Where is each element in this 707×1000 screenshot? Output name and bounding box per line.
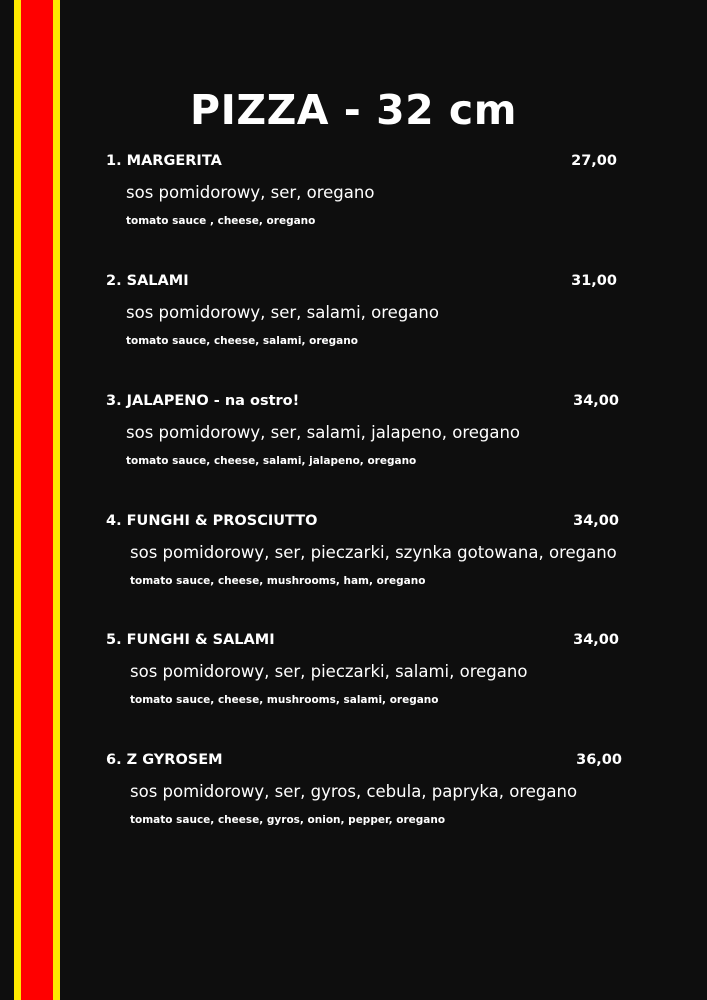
decorative-stripe-yellow-left: [14, 0, 21, 1000]
item-description-pl: sos pomidorowy, ser, pieczarki, szynka gotowana, oregano: [130, 543, 617, 562]
menu-item: [0, 751, 707, 841]
item-description-en: tomato sauce, cheese, gyros, onion, pepper, oregano: [130, 814, 446, 826]
menu-item: [0, 512, 707, 602]
decorative-stripe-red: [21, 0, 53, 1000]
decorative-stripe-yellow-right: [53, 0, 60, 1000]
item-description-pl: sos pomidorowy, ser, oregano: [126, 183, 375, 202]
item-price: 34,00: [573, 393, 619, 409]
item-name: 1. MARGERITA: [106, 153, 222, 169]
item-price: 34,00: [573, 632, 619, 648]
item-name: 2. SALAMI: [106, 273, 189, 289]
item-description-en: tomato sauce, cheese, salami, oregano: [126, 335, 358, 347]
menu-item: [0, 152, 707, 242]
item-description-pl: sos pomidorowy, ser, pieczarki, salami, oregano: [130, 662, 528, 681]
item-description-en: tomato sauce, cheese, mushrooms, ham, oregano: [130, 575, 426, 587]
item-price: 36,00: [576, 752, 622, 768]
item-price: 27,00: [571, 153, 617, 169]
menu-item: [0, 631, 707, 721]
item-name: 3. JALAPENO - na ostro!: [106, 393, 300, 409]
item-description-pl: sos pomidorowy, ser, salami, jalapeno, oregano: [126, 423, 521, 442]
item-description-en: tomato sauce, cheese, mushrooms, salami, oregano: [130, 694, 439, 706]
item-description-en: tomato sauce , cheese, oregano: [126, 215, 316, 227]
item-price: 31,00: [571, 273, 617, 289]
item-name: 6. Z GYROSEM: [106, 752, 223, 768]
item-description-pl: sos pomidorowy, ser, salami, oregano: [126, 303, 439, 322]
item-name: 4. FUNGHI & PROSCIUTTO: [106, 513, 318, 529]
page-title: PIZZA - 32 cm: [190, 86, 517, 134]
item-name: 5. FUNGHI & SALAMI: [106, 632, 275, 648]
item-price: 34,00: [573, 513, 619, 529]
menu-item: [0, 272, 707, 362]
item-description-en: tomato sauce, cheese, salami, jalapeno, oregano: [126, 455, 417, 467]
menu-item: [0, 392, 707, 482]
item-description-pl: sos pomidorowy, ser, gyros, cebula, papryka, oregano: [130, 782, 578, 801]
